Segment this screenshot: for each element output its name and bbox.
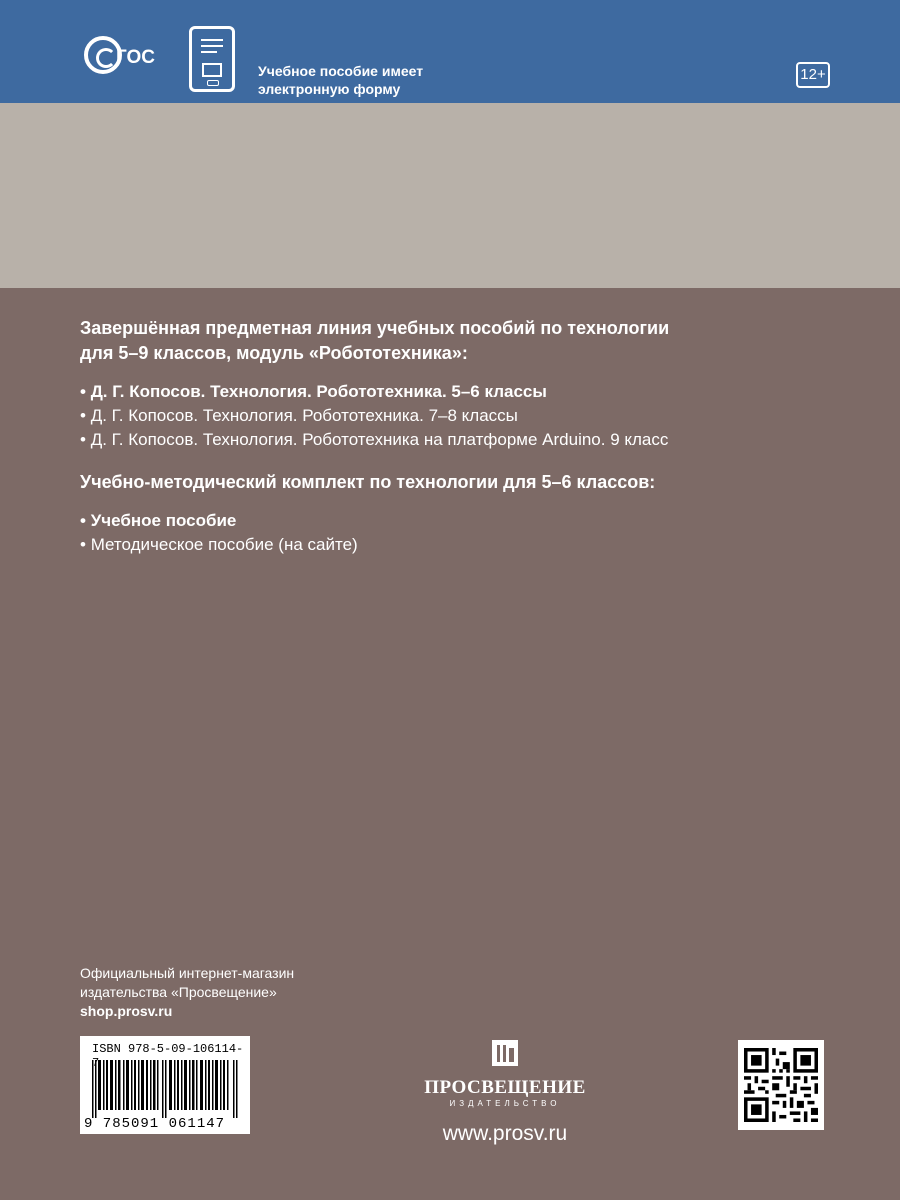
list-item: • Д. Г. Копосов. Технология. Робототехника на платформе Arduino. 9 класс: [80, 428, 860, 452]
shop-line1: Официальный интернет-магазин: [80, 965, 295, 981]
series-heading-line1: Завершённая предметная линия учебных пособий по технологии: [80, 318, 670, 338]
logo-text: ГОС: [116, 47, 156, 68]
publisher-logo: [420, 1038, 590, 1146]
barcode: [80, 1036, 250, 1134]
list-item: • Д. Г. Копосов. Технология. Робототехника. 5–6 классы: [80, 380, 860, 404]
qr-code[interactable]: [738, 1040, 824, 1130]
publisher-name: ПРОСВЕЩЕНИЕ: [424, 1077, 586, 1098]
decorative-band: [0, 103, 900, 288]
list-item: • Д. Г. Копосов. Технология. Робототехника. 7–8 классы: [80, 404, 860, 428]
isbn-text: ISBN 978-5-09-106114-: [92, 1042, 244, 1056]
publisher-subtitle: ИЗДАТЕЛЬСТВО: [449, 1099, 561, 1108]
qr-code-icon: [744, 1048, 818, 1122]
eform-notice: [258, 62, 423, 98]
kit-heading: Учебно-методический комплект по технологии для 5–6 классов:: [80, 472, 656, 492]
age-rating-badge: 12+: [796, 62, 830, 88]
barcode-bars: [92, 1060, 238, 1118]
kit-list: [80, 509, 860, 557]
eform-line2: электронную форму: [258, 81, 401, 97]
series-list: [80, 380, 860, 452]
list-item: • Учебное пособие: [80, 509, 860, 533]
series-heading-line2: для 5–9 классов, модуль «Робототехника»:: [80, 343, 468, 363]
tablet-icon: [189, 26, 235, 92]
publisher-website[interactable]: www.prosv.ru: [442, 1122, 568, 1145]
barcode-number: 9 785091 061147: [84, 1116, 226, 1132]
shop-info: [80, 964, 294, 1021]
series-heading: [80, 316, 860, 366]
fgos-circle-icon: [84, 36, 122, 74]
list-item: • Методическое пособие (на сайте): [80, 533, 860, 557]
fgos-logo: [84, 36, 155, 74]
shop-url[interactable]: shop.prosv.ru: [80, 1003, 173, 1019]
shop-line2: издательства «Просвещение»: [80, 984, 277, 1000]
eform-line1: Учебное пособие имеет: [258, 63, 424, 79]
publisher-mark-icon: [490, 1038, 520, 1068]
content-block: [80, 316, 860, 575]
